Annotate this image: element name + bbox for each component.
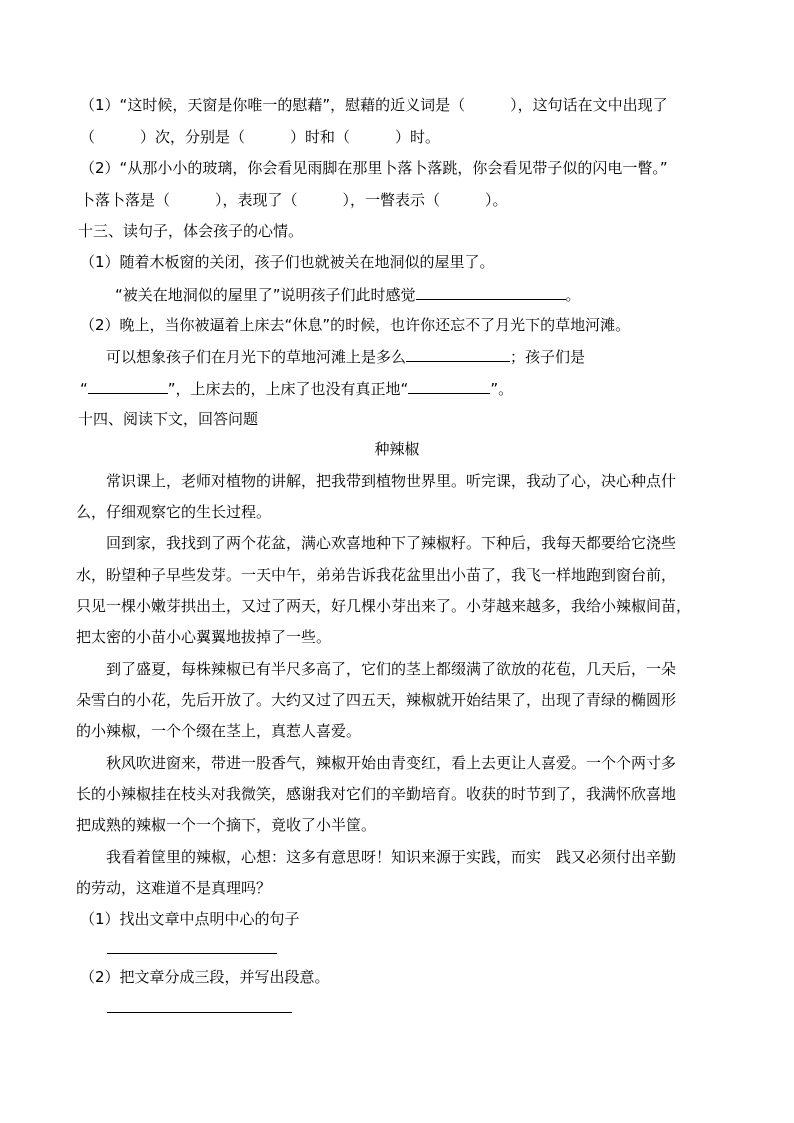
passage-line: 常识课上，老师对植物的讲解，把我带到植物世界里。听完课，我动了心，决心种点什 (106, 472, 677, 490)
passage-line: 我看着筐里的辣椒，心想：这多有意思呀！知识来源于实践，而实 践又必须付出辛勤 (106, 848, 677, 866)
q13-sentence2-question-text: 可以想象孩子们在月光下的草地河滩上是多么 (106, 348, 407, 366)
q14-answer-line-1[interactable] (107, 953, 277, 954)
q12-part1-line1: （1）“这时候，天窗是你唯一的慰藉”，慰藉的近义词是（ ），这句话在文中出现了 (80, 96, 668, 114)
passage-line: 秋风吹进窗来，带进一股香气，辣椒开始由青变红，看上去更让人喜爱。一个个两寸多 (106, 754, 677, 772)
q13-sentence2-question (106, 345, 585, 367)
passage-line: 把成熟的辣椒一个一个摘下，竟收了小半筐。 (76, 816, 377, 834)
q13-sentence1-question-text: “被关在地洞似的屋里了”说明孩子们此时感觉 (115, 286, 416, 304)
q14-subquestion-1: （1）找出文章中点明中心的句子 (80, 910, 300, 928)
passage-line: 么，仔细观察它的生长过程。 (76, 503, 272, 521)
q13-answer-blank-2[interactable] (406, 345, 510, 362)
q13-sentence2: （2）晚上，当你被逼着上床去“休息”的时候，也许你还忘不了月光下的草地河滩。 (80, 316, 631, 334)
q13-sentence2-question-mid: ；孩子们是 (510, 348, 586, 366)
q13-answer-blank-1[interactable] (416, 283, 566, 300)
passage-line: 的小辣椒，一个个缀在茎上，真惹人喜爱。 (76, 722, 362, 740)
q14-heading: 十四、阅读下文，回答问题 (78, 410, 259, 428)
q13-sentence2-question-mid2: ”，上床去的，上床了也没有真正地“ (167, 380, 409, 398)
passage-line: 长的小辣椒挂在枝头对我微笑，感谢我对它们的辛勤培育。收获的时节到了，我满怀欣喜地 (76, 785, 677, 803)
passage-title: 种辣椒 (374, 440, 420, 458)
passage-line: 的劳动，这难道不是真理吗？ (76, 879, 272, 897)
q12-part2-line2: 卜落卜落是（ ），表现了（ ），一瞥表示（ ）。 (80, 191, 508, 209)
q13-sentence2-question-end: ”。 (490, 380, 514, 398)
q12-part2-line1: （2）“从那小小的玻璃，你会看见雨脚在那里卜落卜落跳，你会看见带子似的闪电一瞥。” (80, 159, 668, 177)
q13-sentence2-question-line2 (80, 377, 513, 399)
q14-subquestion-2: （2）把文章分成三段，并写出段意。 (80, 968, 330, 986)
q13-open-quote: “ (80, 380, 88, 398)
q13-answer-blank-4[interactable] (408, 377, 490, 394)
passage-line: 水，盼望种子早些发芽。一天中午，弟弟告诉我花盆里出小苗了，我飞一样地跑到窗台前， (76, 566, 677, 584)
passage-line: 只见一棵小嫩芽拱出土，又过了两天，好几棵小芽出来了。小芽越来越多，我给小辣椒间苗， (76, 597, 692, 615)
q13-heading: 十三、读句子，体会孩子的心情。 (78, 222, 304, 240)
passage-line: 朵雪白的小花，先后开放了。大约又过了四五天，辣椒就开始结果了，出现了青绿的椭圆形 (76, 691, 677, 709)
passage-line: 把太密的小苗小心翼翼地拔掉了一些。 (76, 628, 332, 646)
q13-sentence1-question-end: 。 (565, 286, 581, 304)
q13-sentence1-question (115, 283, 581, 305)
q13-answer-blank-3[interactable] (88, 377, 168, 394)
passage-line: 到了盛夏，每株辣椒已有半尺多高了，它们的茎上都缀满了欲放的花苞，几天后，一朵 (106, 660, 677, 678)
passage-line: 回到家，我找到了两个花盆，满心欢喜地种下了辣椒籽。下种后，我每天都要给它浇些 (106, 534, 677, 552)
q13-sentence1: （1）随着木板窗的关闭，孩子们也就被关在地洞似的屋里了。 (80, 253, 495, 271)
q12-part1-line2: （ ）次，分别是（ ）时和（ ）时。 (80, 128, 441, 146)
q14-answer-line-2[interactable] (107, 1012, 292, 1013)
